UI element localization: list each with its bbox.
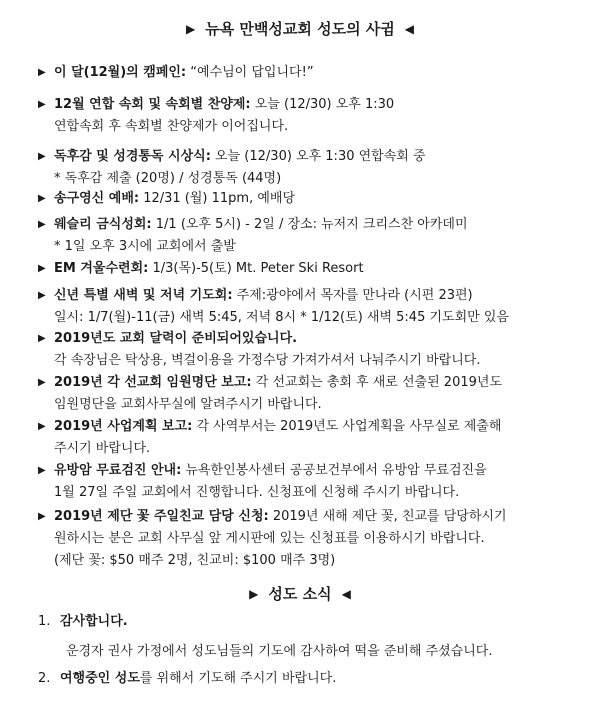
bullet-icon: ▶ bbox=[38, 511, 46, 522]
bullet-icon: ▶ bbox=[38, 377, 46, 388]
announcement-label: 이 달(12월)의 캠페인: bbox=[54, 65, 187, 80]
bullet-icon: ▶ bbox=[38, 99, 46, 110]
right-triangle-icon: ▶ bbox=[249, 586, 259, 601]
announcement-detail: * 독후감 제출 (20명) / 성경통독 (44명) bbox=[54, 171, 282, 186]
announcement-label: 12월 연합 속회 및 속회별 찬양제: bbox=[54, 97, 251, 112]
announcement-detail: 1월 27일 주일 교회에서 진행합니다. 신청표에 신청해 주시기 바랍니다. bbox=[54, 485, 460, 500]
announcement-item bbox=[38, 94, 598, 138]
announcement-detail: 연합속회 후 속회별 찬양제가 이어집니다. bbox=[54, 119, 289, 134]
bullet-icon: ▶ bbox=[38, 421, 46, 432]
announcement-item bbox=[38, 285, 598, 329]
announcement-item bbox=[38, 214, 598, 258]
section-header-members-news bbox=[0, 583, 600, 604]
news-detail: 를 위해서 기도해 주시기 바랍니다. bbox=[139, 671, 337, 686]
bullet-icon: ▶ bbox=[38, 193, 46, 204]
section-title: 성도 소식 bbox=[268, 585, 332, 603]
announcement-label: 유방암 무료검진 안내: bbox=[54, 463, 182, 478]
bullet-icon: ▶ bbox=[38, 219, 46, 230]
announcement-detail: 일시: 1/7(월)-11(금) 새벽 5:45, 저녁 8시 * 1/12(토) 새벽 5:45 기도회만 있음 bbox=[54, 310, 509, 325]
announcement-item bbox=[38, 62, 598, 84]
announcement-text: 2019년 새해 제단 꽃, 친교를 담당하시기 bbox=[268, 509, 507, 524]
announcement-item bbox=[38, 506, 598, 572]
announcement-label: 웨슬리 금식성회: bbox=[54, 217, 152, 232]
news-detail: 운경자 권사 가정에서 성도님들의 기도에 감사하여 떡을 준비해 주셨습니다. bbox=[66, 644, 493, 659]
bullet-icon: ▶ bbox=[38, 263, 46, 274]
announcement-label: 2019년 사업계획 보고: bbox=[54, 419, 193, 434]
left-triangle-icon: ◀ bbox=[341, 586, 351, 601]
announcement-item bbox=[38, 188, 598, 210]
announcement-item bbox=[38, 416, 598, 460]
announcement-text: 오늘 (12/30) 오후 1:30 연합속회 중 bbox=[210, 149, 426, 164]
bullet-icon: ▶ bbox=[38, 151, 46, 162]
announcement-label: 2019년도 교회 달력이 준비되어있습니다. bbox=[54, 331, 298, 346]
announcement-item bbox=[38, 328, 598, 372]
news-title: 감사합니다. bbox=[60, 614, 128, 629]
news-item bbox=[38, 611, 598, 663]
announcement-label: 2019년 제단 꽃 주일친교 담당 신청: bbox=[54, 509, 269, 524]
announcement-label: 독후감 및 성경통독 시상식: bbox=[54, 149, 211, 164]
section-header-fellowship bbox=[0, 18, 600, 39]
announcement-text: 주제:광야에서 목자를 만나라 (시편 23편) bbox=[232, 288, 473, 303]
bullet-icon: ▶ bbox=[38, 67, 46, 78]
news-title: 여행중인 성도 bbox=[60, 671, 140, 686]
announcement-detail: 주시기 바랍니다. bbox=[54, 441, 151, 456]
announcement-text: 오늘 (12/30) 오후 1:30 bbox=[250, 97, 395, 112]
announcement-text: “예수님이 답입니다!” bbox=[186, 65, 314, 80]
announcement-label: 신년 특별 새벽 및 저녁 기도회: bbox=[54, 288, 233, 303]
bullet-icon: ▶ bbox=[38, 465, 46, 476]
announcement-text: 12/31 (월) 11pm, 예배당 bbox=[139, 191, 296, 206]
announcement-text: 각 선교회는 총회 후 새로 선출된 2019년도 bbox=[251, 375, 503, 390]
announcement-label: 송구영신 예배: bbox=[54, 191, 140, 206]
announcement-text: 1/1 (오후 5시) - 2일 / 장소: 뉴저지 크리스찬 아카데미 bbox=[151, 217, 468, 232]
announcement-detail: 각 속장님은 탁상용, 벽걸이용을 가정수당 가져가셔서 나눠주시기 바랍니다. bbox=[54, 353, 481, 368]
bullet-icon: ▶ bbox=[38, 333, 46, 344]
announcement-item bbox=[38, 258, 598, 280]
announcement-detail: 원하시는 분은 교회 사무실 앞 게시판에 있는 신청표를 이용하시기 바랍니다. bbox=[54, 531, 485, 546]
announcement-detail: 임원명단을 교회사무실에 알려주시기 바랍니다. bbox=[54, 397, 322, 412]
right-triangle-icon: ▶ bbox=[185, 21, 196, 36]
news-number: 2. bbox=[38, 671, 51, 686]
news-item bbox=[38, 668, 598, 690]
section-title: 뉴욕 만백성교회 성도의 사귐 bbox=[205, 20, 395, 38]
left-triangle-icon: ◀ bbox=[404, 21, 415, 36]
announcement-text: 뉴욕한인봉사센터 공공보건부에서 유방암 무료검진을 bbox=[181, 463, 487, 478]
bullet-icon: ▶ bbox=[38, 290, 46, 301]
announcement-item bbox=[38, 372, 598, 416]
announcement-item bbox=[38, 146, 598, 190]
announcement-text: 각 사역부서는 2019년도 사업계획을 사무실로 제출해 bbox=[192, 419, 502, 434]
announcement-detail: (제단 꽃: $50 매주 2명, 친교비: $100 매주 3명) bbox=[54, 553, 336, 568]
announcement-detail: * 1일 오후 3시에 교회에서 출발 bbox=[54, 239, 236, 254]
news-number: 1. bbox=[38, 614, 51, 629]
announcement-item bbox=[38, 460, 598, 504]
announcement-label: EM 겨울수련회: bbox=[54, 261, 149, 276]
announcement-text: 1/3(목)-5(토) Mt. Peter Ski Resort bbox=[148, 261, 364, 276]
announcement-label: 2019년 각 선교회 임원명단 보고: bbox=[54, 375, 252, 390]
